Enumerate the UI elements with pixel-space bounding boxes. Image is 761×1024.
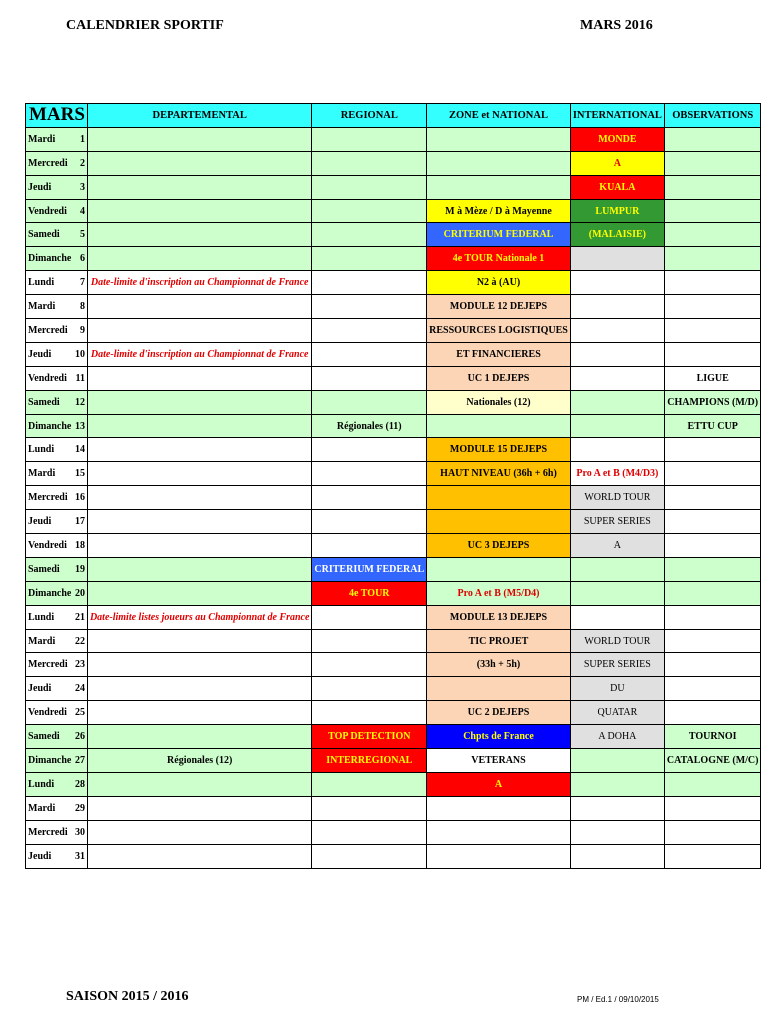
regional-cell — [312, 796, 427, 820]
day-cell — [26, 223, 88, 247]
day-cell — [26, 486, 88, 510]
zone-national-cell: 4e TOUR Nationale 1 — [427, 247, 571, 271]
regional-cell — [312, 701, 427, 725]
col-observations: OBSERVATIONS — [664, 104, 761, 128]
day-cell — [26, 653, 88, 677]
day-number: 3 — [79, 181, 85, 193]
zone-national-cell: N2 à (AU) — [427, 271, 571, 295]
day-row — [26, 844, 761, 868]
observations-cell — [664, 581, 761, 605]
day-row — [26, 772, 761, 796]
day-name: Jeudi — [28, 516, 52, 528]
day-cell — [26, 175, 88, 199]
day-name: Vendredi — [28, 205, 67, 217]
day-number: 1 — [79, 133, 85, 145]
day-row — [26, 510, 761, 534]
day-row — [26, 725, 761, 749]
day-row — [26, 462, 761, 486]
day-row — [26, 557, 761, 581]
observations-cell — [664, 796, 761, 820]
regional-cell — [312, 175, 427, 199]
departemental-cell — [87, 127, 311, 151]
day-row — [26, 677, 761, 701]
zone-national-cell: M à Mèze / D à Mayenne — [427, 199, 571, 223]
international-cell: SUPER SERIES — [570, 510, 664, 534]
day-row — [26, 701, 761, 725]
day-row — [26, 653, 761, 677]
regional-cell — [312, 295, 427, 319]
day-name: Mardi — [28, 802, 56, 814]
day-number: 8 — [79, 301, 85, 313]
day-number: 29 — [74, 802, 85, 814]
day-number: 6 — [79, 253, 85, 265]
international-cell: (MALAISIE) — [570, 223, 664, 247]
departemental-cell — [87, 534, 311, 558]
regional-cell: CRITERIUM FEDERAL — [312, 557, 427, 581]
departemental-cell — [87, 844, 311, 868]
day-cell — [26, 319, 88, 343]
regional-cell — [312, 223, 427, 247]
day-number: 4 — [79, 205, 85, 217]
zone-national-cell — [427, 175, 571, 199]
departemental-cell — [87, 319, 311, 343]
observations-cell: LIGUE — [664, 366, 761, 390]
international-cell — [570, 605, 664, 629]
day-cell — [26, 127, 88, 151]
day-number: 19 — [74, 563, 85, 575]
day-cell — [26, 820, 88, 844]
footer-edition: PM / Ed.1 / 09/10/2015 — [577, 995, 659, 1004]
zone-national-cell: Pro A et B (M5/D4) — [427, 581, 571, 605]
departemental-cell: Date-limite d'inscription au Championnat de France — [87, 342, 311, 366]
day-name: Vendredi — [28, 707, 67, 719]
international-cell: DU — [570, 677, 664, 701]
regional-cell: TOP DETECTION — [312, 725, 427, 749]
international-cell: QUATAR — [570, 701, 664, 725]
departemental-cell — [87, 366, 311, 390]
zone-national-cell: UC 3 DEJEPS — [427, 534, 571, 558]
day-number: 2 — [79, 157, 85, 169]
observations-cell — [664, 677, 761, 701]
international-cell — [570, 319, 664, 343]
departemental-cell — [87, 677, 311, 701]
zone-national-cell: MODULE 12 DEJEPS — [427, 295, 571, 319]
day-cell — [26, 151, 88, 175]
day-row — [26, 247, 761, 271]
day-number: 30 — [74, 826, 85, 838]
departemental-cell: Date-limite d'inscription au Championnat de France — [87, 271, 311, 295]
regional-cell — [312, 653, 427, 677]
day-name: Vendredi — [28, 539, 67, 551]
international-cell — [570, 390, 664, 414]
day-cell — [26, 510, 88, 534]
observations-cell — [664, 223, 761, 247]
observations-cell — [664, 319, 761, 343]
day-row — [26, 342, 761, 366]
day-row — [26, 820, 761, 844]
observations-cell — [664, 438, 761, 462]
regional-cell — [312, 844, 427, 868]
observations-cell — [664, 653, 761, 677]
departemental-cell — [87, 414, 311, 438]
regional-cell — [312, 438, 427, 462]
international-cell — [570, 557, 664, 581]
zone-national-cell — [427, 486, 571, 510]
day-cell — [26, 701, 88, 725]
day-name: Samedi — [28, 563, 60, 575]
observations-cell — [664, 534, 761, 558]
zone-national-cell: (33h + 5h) — [427, 653, 571, 677]
day-number: 13 — [74, 420, 85, 432]
departemental-cell — [87, 295, 311, 319]
day-row — [26, 486, 761, 510]
day-row — [26, 295, 761, 319]
day-name: Lundi — [28, 444, 55, 456]
day-cell — [26, 581, 88, 605]
day-number: 26 — [74, 731, 85, 743]
observations-cell: CATALOGNE (M/C) — [664, 749, 761, 773]
day-number: 12 — [74, 396, 85, 408]
day-cell — [26, 247, 88, 271]
day-number: 14 — [74, 444, 85, 456]
regional-cell — [312, 677, 427, 701]
international-cell: WORLD TOUR — [570, 486, 664, 510]
day-number: 23 — [74, 659, 85, 671]
day-number: 27 — [74, 754, 85, 766]
zone-national-cell: HAUT NIVEAU (36h + 6h) — [427, 462, 571, 486]
international-cell: SUPER SERIES — [570, 653, 664, 677]
international-cell: KUALA — [570, 175, 664, 199]
international-cell: A — [570, 151, 664, 175]
day-cell — [26, 462, 88, 486]
day-name: Samedi — [28, 396, 60, 408]
day-cell — [26, 749, 88, 773]
day-name: Lundi — [28, 277, 55, 289]
departemental-cell — [87, 247, 311, 271]
day-cell — [26, 342, 88, 366]
departemental-cell — [87, 223, 311, 247]
international-cell — [570, 820, 664, 844]
departemental-cell — [87, 462, 311, 486]
day-name: Dimanche — [28, 587, 72, 599]
month-label: MARS — [26, 104, 88, 128]
day-number: 28 — [74, 778, 85, 790]
departemental-cell — [87, 796, 311, 820]
header-row — [26, 104, 761, 128]
day-cell — [26, 438, 88, 462]
day-cell — [26, 271, 88, 295]
day-name: Jeudi — [28, 348, 52, 360]
day-cell — [26, 796, 88, 820]
day-cell — [26, 366, 88, 390]
regional-cell — [312, 772, 427, 796]
observations-cell — [664, 629, 761, 653]
day-cell — [26, 605, 88, 629]
zone-national-cell: VETERANS — [427, 749, 571, 773]
day-name: Vendredi — [28, 372, 67, 384]
departemental-cell — [87, 772, 311, 796]
regional-cell — [312, 247, 427, 271]
international-cell — [570, 796, 664, 820]
day-name: Dimanche — [28, 754, 72, 766]
international-cell — [570, 749, 664, 773]
departemental-cell — [87, 653, 311, 677]
regional-cell — [312, 510, 427, 534]
zone-national-cell: UC 2 DEJEPS — [427, 701, 571, 725]
day-name: Dimanche — [28, 420, 72, 432]
day-row — [26, 127, 761, 151]
day-row — [26, 749, 761, 773]
departemental-cell — [87, 151, 311, 175]
day-row — [26, 366, 761, 390]
departemental-cell — [87, 629, 311, 653]
observations-cell — [664, 199, 761, 223]
regional-cell: Régionales (11) — [312, 414, 427, 438]
international-cell: A DOHA — [570, 725, 664, 749]
zone-national-cell — [427, 510, 571, 534]
day-cell — [26, 414, 88, 438]
day-cell — [26, 390, 88, 414]
day-number: 16 — [74, 492, 85, 504]
day-row — [26, 223, 761, 247]
day-name: Mercredi — [28, 492, 68, 504]
day-cell — [26, 772, 88, 796]
international-cell — [570, 295, 664, 319]
day-name: Mardi — [28, 635, 56, 647]
day-cell — [26, 844, 88, 868]
day-name: Jeudi — [28, 683, 52, 695]
departemental-cell — [87, 390, 311, 414]
observations-cell — [664, 151, 761, 175]
col-international: INTERNATIONAL — [570, 104, 664, 128]
day-cell — [26, 534, 88, 558]
day-number: 20 — [74, 587, 85, 599]
observations-cell — [664, 701, 761, 725]
day-row — [26, 319, 761, 343]
regional-cell — [312, 151, 427, 175]
day-name: Mercredi — [28, 157, 68, 169]
departemental-cell — [87, 581, 311, 605]
observations-cell — [664, 772, 761, 796]
regional-cell — [312, 271, 427, 295]
regional-cell — [312, 629, 427, 653]
observations-cell — [664, 127, 761, 151]
international-cell — [570, 844, 664, 868]
header-title: CALENDRIER SPORTIF — [66, 18, 224, 33]
international-cell — [570, 414, 664, 438]
zone-national-cell: RESSOURCES LOGISTIQUES — [427, 319, 571, 343]
departemental-cell — [87, 486, 311, 510]
departemental-cell — [87, 438, 311, 462]
regional-cell — [312, 390, 427, 414]
regional-cell — [312, 462, 427, 486]
regional-cell — [312, 366, 427, 390]
day-number: 10 — [74, 348, 85, 360]
departemental-cell — [87, 510, 311, 534]
day-row — [26, 629, 761, 653]
regional-cell — [312, 605, 427, 629]
day-row — [26, 581, 761, 605]
observations-cell — [664, 462, 761, 486]
zone-national-cell: MODULE 13 DEJEPS — [427, 605, 571, 629]
regional-cell: 4e TOUR — [312, 581, 427, 605]
day-row — [26, 271, 761, 295]
footer-season: SAISON 2015 / 2016 — [66, 989, 189, 1004]
observations-cell: ETTU CUP — [664, 414, 761, 438]
regional-cell — [312, 319, 427, 343]
international-cell — [570, 271, 664, 295]
zone-national-cell: ET FINANCIERES — [427, 342, 571, 366]
departemental-cell — [87, 199, 311, 223]
zone-national-cell: CRITERIUM FEDERAL — [427, 223, 571, 247]
regional-cell — [312, 820, 427, 844]
observations-cell — [664, 175, 761, 199]
calendar-table — [25, 103, 761, 869]
zone-national-cell — [427, 414, 571, 438]
departemental-cell: Régionales (12) — [87, 749, 311, 773]
international-cell: LUMPUR — [570, 199, 664, 223]
day-cell — [26, 199, 88, 223]
header-month: MARS 2016 — [580, 18, 653, 33]
observations-cell: CHAMPIONS (M/D) — [664, 390, 761, 414]
day-number: 17 — [74, 516, 85, 528]
international-cell — [570, 438, 664, 462]
regional-cell — [312, 127, 427, 151]
day-name: Samedi — [28, 731, 60, 743]
departemental-cell — [87, 701, 311, 725]
international-cell: WORLD TOUR — [570, 629, 664, 653]
col-regional: REGIONAL — [312, 104, 427, 128]
observations-cell: TOURNOI — [664, 725, 761, 749]
day-number: 5 — [79, 229, 85, 241]
international-cell: Pro A et B (M4/D3) — [570, 462, 664, 486]
day-name: Lundi — [28, 611, 55, 623]
regional-cell: INTERREGIONAL — [312, 749, 427, 773]
departemental-cell — [87, 175, 311, 199]
day-cell — [26, 295, 88, 319]
regional-cell — [312, 199, 427, 223]
day-name: Dimanche — [28, 253, 72, 265]
day-row — [26, 796, 761, 820]
departemental-cell: Date-limite listes joueurs au Championnat de France — [87, 605, 311, 629]
day-cell — [26, 725, 88, 749]
departemental-cell — [87, 557, 311, 581]
day-name: Mardi — [28, 133, 56, 145]
observations-cell — [664, 557, 761, 581]
observations-cell — [664, 844, 761, 868]
day-number: 31 — [74, 850, 85, 862]
international-cell — [570, 247, 664, 271]
observations-cell — [664, 247, 761, 271]
observations-cell — [664, 605, 761, 629]
international-cell — [570, 772, 664, 796]
regional-cell — [312, 342, 427, 366]
regional-cell — [312, 486, 427, 510]
day-name: Samedi — [28, 229, 60, 241]
day-row — [26, 151, 761, 175]
day-number: 9 — [79, 324, 85, 336]
day-cell — [26, 557, 88, 581]
observations-cell — [664, 510, 761, 534]
observations-cell — [664, 486, 761, 510]
day-number: 7 — [79, 277, 85, 289]
day-number: 11 — [75, 372, 85, 384]
zone-national-cell — [427, 796, 571, 820]
departemental-cell — [87, 820, 311, 844]
day-name: Jeudi — [28, 181, 52, 193]
zone-national-cell: MODULE 15 DEJEPS — [427, 438, 571, 462]
zone-national-cell: Nationales (12) — [427, 390, 571, 414]
day-number: 25 — [74, 707, 85, 719]
col-departemental: DEPARTEMENTAL — [87, 104, 311, 128]
international-cell — [570, 342, 664, 366]
departemental-cell — [87, 725, 311, 749]
zone-national-cell — [427, 677, 571, 701]
day-name: Mercredi — [28, 324, 68, 336]
observations-cell — [664, 820, 761, 844]
day-name: Mardi — [28, 468, 56, 480]
zone-national-cell: UC 1 DEJEPS — [427, 366, 571, 390]
day-row — [26, 534, 761, 558]
regional-cell — [312, 534, 427, 558]
day-name: Lundi — [28, 778, 55, 790]
day-row — [26, 175, 761, 199]
day-number: 15 — [74, 468, 85, 480]
zone-national-cell — [427, 844, 571, 868]
day-cell — [26, 629, 88, 653]
day-name: Mercredi — [28, 826, 68, 838]
day-row — [26, 605, 761, 629]
zone-national-cell — [427, 557, 571, 581]
zone-national-cell: Chpts de France — [427, 725, 571, 749]
zone-national-cell: A — [427, 772, 571, 796]
observations-cell — [664, 342, 761, 366]
day-number: 22 — [74, 635, 85, 647]
day-row — [26, 390, 761, 414]
col-zone-national: ZONE et NATIONAL — [427, 104, 571, 128]
day-name: Mardi — [28, 301, 56, 313]
international-cell: A — [570, 534, 664, 558]
international-cell — [570, 366, 664, 390]
day-row — [26, 414, 761, 438]
day-number: 24 — [74, 683, 85, 695]
day-row — [26, 438, 761, 462]
day-cell — [26, 677, 88, 701]
day-number: 21 — [74, 611, 85, 623]
observations-cell — [664, 295, 761, 319]
observations-cell — [664, 271, 761, 295]
zone-national-cell — [427, 820, 571, 844]
day-number: 18 — [74, 539, 85, 551]
international-cell: MONDE — [570, 127, 664, 151]
zone-national-cell — [427, 151, 571, 175]
zone-national-cell: TIC PROJET — [427, 629, 571, 653]
international-cell — [570, 581, 664, 605]
zone-national-cell — [427, 127, 571, 151]
day-row — [26, 199, 761, 223]
day-name: Jeudi — [28, 850, 52, 862]
day-name: Mercredi — [28, 659, 68, 671]
